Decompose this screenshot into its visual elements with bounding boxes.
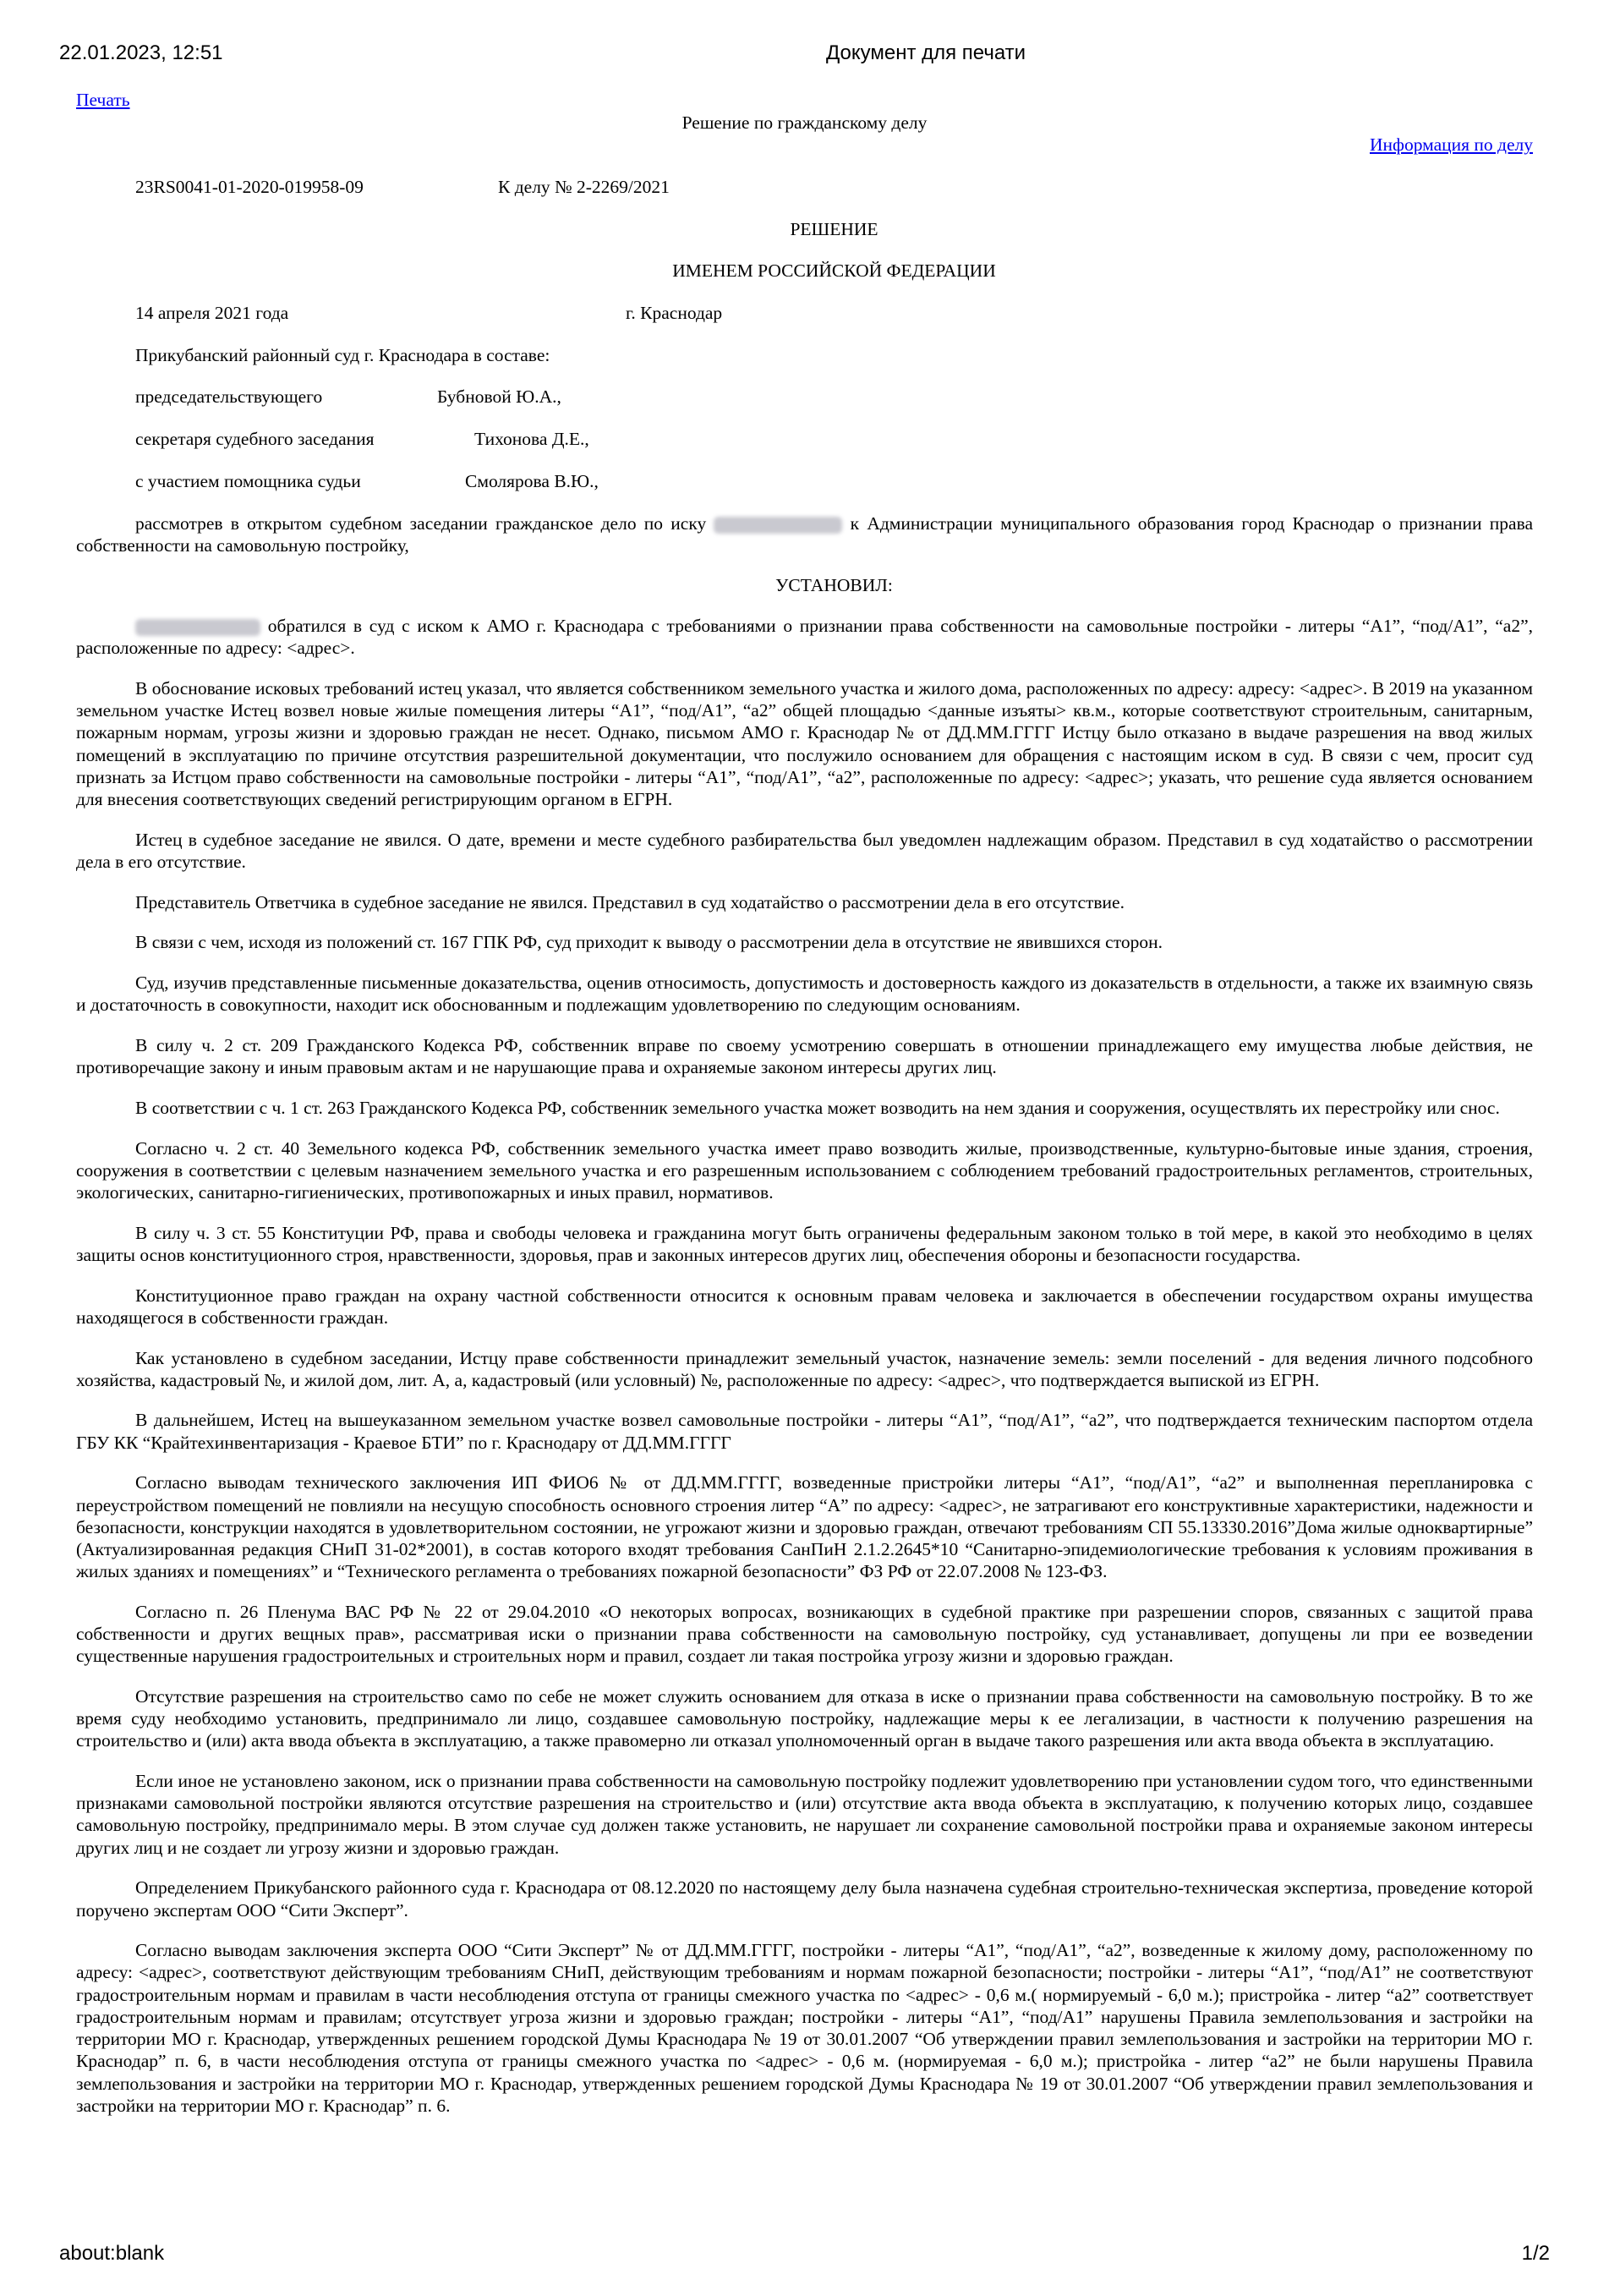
panel-name: Смолярова В.Ю.,: [465, 470, 599, 491]
case-reference: К делу № 2-2269/2021: [498, 176, 670, 197]
panel-name: Тихонова Д.Е.,: [474, 429, 589, 450]
body-paragraph: В обоснование исковых требований истец указал, что является собственником земельного участка и жилого дома, расположенных по адресу: адресу: <адрес>. В 2019 на указанном земельном участке Истец возвел новые жилые помещения литеры “А1”, “под/А1”, “а2” общей площадью <данные изъяты> кв.м., которые соответствуют строительным, санитарным, пожарным нормам, угрозы жизни и здоровью граждан не несет. Однако, письмом АМО г. Краснодар № от ДД.ММ.ГГГГ Истцу было отказано в выдаче разрешения на ввод жилых помещений в эксплуатацию по причине отсутствия разрешительной документации, что послужило основанием для обращения с настоящим иском в суд. В связи с чем, просит суд признать за Истцом право собственности на самовольные постройки - литеры “А1”, “под/А1”, “а2”, расположенные по адресу: <адрес>; указать, что решение суда является основанием для внесения соответствующих сведений регистрирующим органом в ЕГРН.: [76, 678, 1533, 810]
considered-text-after: к Администрации муниципального образования город Краснодар о признании права собственности на самовольную постройку,: [76, 512, 1533, 556]
document-heading: Решение по гражданскому делу: [681, 112, 928, 133]
redacted-name: [714, 517, 842, 534]
panel-row-secretary: [76, 428, 1533, 450]
case-id: 23RS0041-01-2020-019958-09: [135, 176, 364, 197]
body-paragraph: В силу ч. 3 ст. 55 Конституции РФ, права и свободы человека и гражданина могут быть ограничены федеральным законом только в той мере, в какой это необходимо в целях защиты основ конституционного строя, нравственности, здоровья, прав и законных интересов других лиц, обеспечения обороны и безопасности государства.: [76, 1222, 1533, 1265]
body-paragraph: Как установлено в судебном заседании, Истцу праве собственности принадлежит земельный участок, назначение земель: земли поселений - для ведения личного подсобного хозяйства, кадастровый №, и жилой дом, лит. А, а, кадастровый (или условный) №, расположенные по адресу: <адрес>, что подтверждается выпиской из ЕГРН.: [76, 1347, 1533, 1390]
redacted-name: [135, 619, 260, 636]
body-paragraph: Истец в судебное заседание не явился. О дате, времени и месте судебного разбирательства был уведомлен надлежащим образом. Представил в суд ходатайство о рассмотрении дела в его отсутствие.: [76, 829, 1533, 872]
decision-city: г. Краснодар: [626, 303, 723, 324]
body-paragraph: Согласно выводам технического заключения ИП ФИО6 № от ДД.ММ.ГГГГ, возведенные пристройки литеры “А1”, “под/А1”, “а2” и выполненная перепланировка с переустройством помещений не повлияли на несущую способность основного строения литер “А” по адресу: <адрес>, не затрагивают его конструктивные характеристики, надежности и безопасности, конструкции находятся в удовлетворительном состоянии, не угрожают жизни и здоровью граждан, отвечают требованиям СП 55.13330.2016”Дома жилые одноквартирные” (Актуализированная редакция СНиП 31-02*2001), в состав которого входят требования СанПиН 2.1.2.2645*10 “Санитарно-эпидемиологические требования к условиям проживания в жилых зданиях и помещениях” и “Технического регламента о требованиях пожарной безопасности” ФЗ РФ от 22.07.2008 № 123-ФЗ.: [76, 1472, 1533, 1582]
panel-role: с участием помощника судьи: [135, 470, 361, 491]
claim-text: обратился в суд с иском к АМО г. Краснодара с требованиями о признании права собственности на самовольные постройки - литеры “А1”, “под/А1”, “а2”, расположенные по адресу: <адрес>.: [76, 616, 1533, 659]
decision-title: РЕШЕНИЕ: [790, 218, 878, 239]
body-paragraph: В силу ч. 2 ст. 209 Гражданского Кодекса РФ, собственник вправе по своему усмотрению совершать в отношении принадлежащего ему имущества любые действия, не противоречащие закону и иным правовым актам и не нарушающие права и охраняемые законом интересы других лиц.: [76, 1034, 1533, 1078]
body-paragraph: Конституционное право граждан на охрану частной собственности относится к основным правам человека и заключается в обеспечении государством охраны имущества находящегося в собственности граждан.: [76, 1285, 1533, 1328]
established-heading: УСТАНОВИЛ:: [775, 575, 893, 596]
body-paragraph: Определением Прикубанского районного суда г. Краснодара от 08.12.2020 по настоящему делу была назначена судебная строительно-техническая экспертиза, проведение которой поручено экспертам ООО “Сити Эксперт”.: [76, 1877, 1533, 1921]
panel-row-assistant: [76, 470, 1533, 492]
body-paragraph: В соответствии с ч. 1 ст. 263 Гражданского Кодекса РФ, собственник земельного участка может возводить на нем здания и сооружения, осуществлять их перестройку или снос.: [135, 1097, 1500, 1118]
case-info-row: [76, 134, 1533, 156]
panel-row-presiding: [76, 386, 1533, 408]
date-city-row: [76, 302, 1533, 324]
case-number-row: [76, 176, 1533, 198]
claim-paragraph: [76, 615, 1533, 659]
print-url: about:blank: [59, 2242, 165, 2265]
body-paragraph: Согласно п. 26 Пленума ВАС РФ № 22 от 29.04.2010 «О некоторых вопросах, возникающих в судебной практике при разрешении споров, связанных с защитой права собственности и других вещных прав», рассматривая иски о признании права собственности на самовольную постройку, суд устанавливает, допущены ли при ее возведении существенные нарушения градостроительных и строительных норм и правил, создает ли такая постройка угрозу жизни и здоровью граждан.: [76, 1601, 1533, 1667]
nation-title: ИМЕНЕМ РОССИЙСКОЙ ФЕДЕРАЦИИ: [672, 260, 996, 282]
print-link[interactable]: Печать: [76, 90, 130, 110]
body-paragraph: Согласно ч. 2 ст. 40 Земельного кодекса РФ, собственник земельного участка имеет право возводить жилые, производственные, культурно-бытовые иные здания, строения, сооружения в соответствии с целевым назначением земельного участка и его разрешенным использованием с соблюдением требований градостроительных регламентов, строительных, экологических, санитарно-гигиенических, противопожарных и иных правил, нормативов.: [76, 1137, 1533, 1203]
panel-name: Бубновой Ю.А.,: [437, 386, 561, 408]
body-paragraphs: [76, 677, 1533, 2117]
decision-date: 14 апреля 2021 года: [135, 303, 289, 324]
body-paragraph: Отсутствие разрешения на строительство само по себе не может служить основанием для отказа в иске о признании права собственности на самовольную постройку. В то же время суду необходимо установить, предпринимало ли лицо, создавшее самовольную постройку, надлежащие меры к ее легализации, в частности к получению разрешения на строительство и (или) акта ввода объекта в эксплуатацию, а также правомерно ли отказал уполномоченный орган в выдаче такого разрешения или акта ввода объекта в эксплуатацию.: [76, 1685, 1533, 1751]
considered-text-before: рассмотрев в открытом судебном заседании гражданское дело по иску: [135, 512, 714, 534]
considered-paragraph: [76, 512, 1533, 556]
body-paragraph: Суд, изучив представленные письменные доказательства, оценив относимость, допустимость и достоверность каждого из доказательств в отдельности, а также их взаимную связь и достаточность в совокупности, находит иск обоснованным и подлежащим удовлетворению по следующим основаниям.: [76, 973, 1533, 1016]
body-paragraph: В дальнейшем, Истец на вышеуказанном земельном участке возвел самовольные постройки - литеры “А1”, “под/А1”, “а2”, что подтверждается техническим паспортом отдела ГБУ КК “Крайтехинвентаризация - Краевое БТИ” по г. Краснодару от ДД.ММ.ГГГГ: [76, 1410, 1533, 1453]
print-page-number: 1/2: [1521, 2242, 1550, 2265]
print-date-time: 22.01.2023, 12:51: [59, 41, 223, 64]
body-paragraph: Представитель Ответчика в судебное заседание не явился. Представил в суд ходатайство о рассмотрении дела в его отсутствие.: [135, 891, 1125, 912]
court-composition: Прикубанский районный суд г. Краснодара в составе:: [135, 344, 550, 365]
panel-role: председательствующего: [135, 386, 323, 408]
case-info-link[interactable]: Информация по делу: [1369, 134, 1533, 156]
body-paragraph: Если иное не установлено законом, иск о признании права собственности на самовольную постройку подлежит удовлетворению при установлении судом того, что единственными признаками самовольной постройки являются отсутствие разрешения на строительство и (или) отсутствие акта ввода объекта в эксплуатацию, к получению которых лицо, создавшее самовольную постройку, предпринимало меры. В этом случае суд должен также установить, не нарушает ли сохранение самовольной постройки права и охраняемые законом интересы других лиц и не создает ли угрозу жизни и здоровью граждан.: [76, 1771, 1533, 1858]
panel-role: секретаря судебного заседания: [135, 429, 375, 450]
body-paragraph: В связи с чем, исходя из положений ст. 167 ГПК РФ, суд приходит к выводу о рассмотрении дела в отсутствие не явившихся сторон.: [135, 932, 1163, 953]
document-body: [76, 112, 1533, 2134]
print-page-title: Документ для печати: [826, 41, 1026, 64]
body-paragraph: Согласно выводам заключения эксперта ООО “Сити Эксперт” № от ДД.ММ.ГГГГ, постройки - литеры “А1”, “под/А1”, “а2”, возведенные к жилому дому, расположенному по адресу: <адрес>, соответствуют действующим требованиям СНиП, действующим требованиям и нормам пожарной безопасности; постройки - литеры “А1”, “под/А1” не соответствуют градостроительным нормам и правилам в части несоблюдения отступа от границы смежного участка по <адрес> - 0,6 м.( нормируемый - 6,0 м.); пристройка - литер “а2” соответствует градостроительным нормам и правилам; отсутствует угроза жизни и здоровью граждан; постройки - литеры “А1”, “под/А1” нарушены Правила землепользования и застройки на территории МО г. Краснодар, утвержденных решением городской Думы Краснодара № 19 от 30.01.2007 “Об утверждении правил землепользования и застройки на территории МО г. Краснодар” п. 6, в части несоблюдения отступа от границы смежного участка по <адрес> - 0,6 м. (нормируемая - 6,0 м.); пристройка - литер “а2” не были нарушены Правила землепользования и застройки на территории МО г. Краснодар, утвержденных решением городской Думы Краснодара № 19 от 30.01.2007 “Об утверждении правил землепользования и застройки на территории МО г. Краснодар” п. 6.: [76, 1940, 1533, 2116]
